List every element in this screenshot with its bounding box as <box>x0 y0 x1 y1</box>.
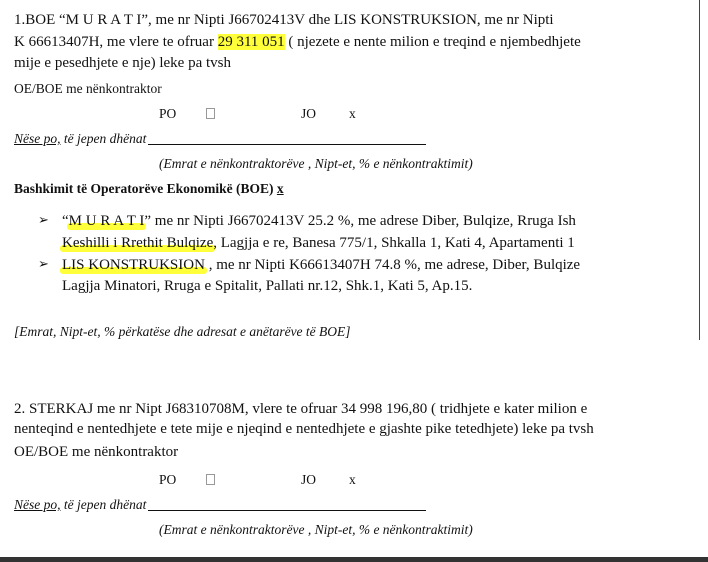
boe-member2-line2: Lagjja Minatori, Rruga e Spitalit, Pallati nr.12, Shk.1, Kati 5, Ap.15. <box>62 278 473 294</box>
member2-line1-rest: , me nr Nipti K66613407H 74.8 %, me adrese, Diber, Bulqize <box>204 257 581 273</box>
subcontractor2-jo-label: JO <box>301 472 317 487</box>
boe-member2-line1 <box>62 256 580 274</box>
subcontractor2-data-prompt <box>14 496 426 514</box>
subcontractor1-jo-label: JO <box>301 106 317 121</box>
checkbox-empty-icon <box>206 474 215 485</box>
subcontractor2-prompt-b: të jepen dhënat <box>60 497 147 512</box>
subcontractor2-label: OE/BOE me nënkontraktor <box>14 444 179 460</box>
boe-mark: x <box>276 181 284 196</box>
offer2-line2: nenteqind e nentedhjete e tete mije e njeqind e nentedhjete e gjashte pike tetedhjete) leke pa tvsh <box>14 421 594 437</box>
offer1-line1: 1.BOE “M U R A T I”, me nr Nipti J66702413V dhe LIS KONSTRUKSION, me nr Nipti <box>14 12 554 28</box>
bullet-arrow-icon: ➢ <box>38 213 49 228</box>
subcontractor1-caption: (Emrat e nënkontraktorëve , Nipt-et, % e nënkontraktimit) <box>159 156 473 171</box>
bottom-page-divider <box>0 557 708 562</box>
subcontractor1-po-checkbox[interactable] <box>206 105 215 123</box>
boe-heading <box>14 180 284 198</box>
boe-member1-line1 <box>62 212 576 230</box>
member1-open-quote: “ <box>62 213 69 229</box>
subcontractor2-blank-line <box>148 497 426 511</box>
member2-name: LIS KONSTRUKSION <box>62 257 205 273</box>
subcontractor1-jo-mark: x <box>349 106 356 121</box>
subcontractor1-blank-line <box>148 131 426 145</box>
member1-line2-highlight: Keshilli i Rrethit Bulqize <box>62 235 214 251</box>
boe-heading-text: Bashkimit të Operatorëve Ekonomikë (BOE) <box>14 181 277 196</box>
boe-caption: [Emrat, Nipt-et, % përkatëse dhe adresat e anëtarëve të BOE] <box>14 324 351 339</box>
offer1-amount: 29 311 051 <box>217 34 285 50</box>
offer2-line1: 2. STERKAJ me nr Nipt J68310708M, vlere te ofruar 34 998 196,80 ( tridhjete e kater milion e <box>14 401 588 417</box>
offer1-line3: mije e pesedhjete e nje) leke pa tvsh <box>14 55 231 71</box>
subcontractor1-prompt-a: Nëse po, <box>14 131 61 146</box>
offer1-line2 <box>14 33 581 51</box>
subcontractor1-po-label: PO <box>159 106 177 121</box>
offer1-line2-prefix: K 66613407H, me vlere te ofruar <box>14 34 218 50</box>
bullet-arrow-icon: ➢ <box>38 257 49 272</box>
subcontractor1-data-prompt <box>14 130 426 148</box>
subcontractor2-prompt-a: Nëse po, <box>14 497 61 512</box>
subcontractor1-prompt-b: të jepen dhënat <box>60 131 147 146</box>
member1-line2-rest: , Lagjja e re, Banesa 775/1, Shkalla 1, Kati 4, Apartamenti 1 <box>213 235 575 251</box>
subcontractor2-po-label: PO <box>159 472 177 487</box>
subcontractor2-po-checkbox[interactable] <box>206 471 215 489</box>
member1-line1-rest: ” me nr Nipti J66702413V 25.2 %, me adrese Diber, Bulqize, Rruga Ish <box>144 213 576 229</box>
boe-member1-line2 <box>62 234 575 252</box>
subcontractor1-label: OE/BOE me nënkontraktor <box>14 81 162 96</box>
subcontractor2-caption: (Emrat e nënkontraktorëve , Nipt-et, % e nënkontraktimit) <box>159 522 473 537</box>
page-edge-line <box>699 0 700 340</box>
offer1-line2-suffix: ( njezete e nente milion e treqind e njembedhjete <box>284 34 581 50</box>
subcontractor2-jo-mark: x <box>349 472 356 487</box>
checkbox-empty-icon <box>206 108 215 119</box>
member1-name: M U R A T I <box>68 213 145 229</box>
